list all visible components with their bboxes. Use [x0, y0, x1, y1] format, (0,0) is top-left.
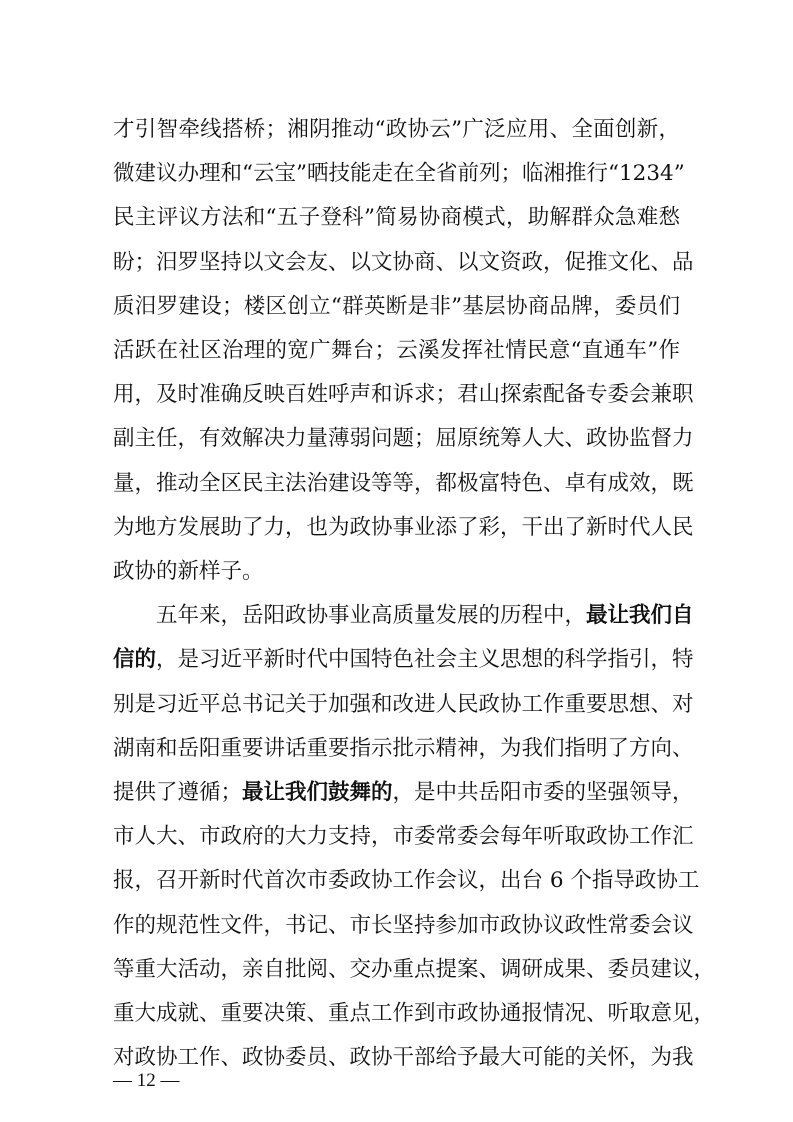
text-line: 报，召开新时代首次市委政协工作会议，出台 6 个指导政协工 — [113, 868, 700, 894]
text-line: 市人大、市政府的大力支持，市委常委会每年听取政协工作汇 — [113, 824, 694, 850]
text-line: 盼；汨罗坚持以文会友、以文协商、以文资政，促推文化、品 — [113, 249, 694, 275]
text-line: 质汨罗建设；楼区创立“群英断是非”基层协商品牌，委员们 — [113, 293, 680, 319]
emphasis-text: 信的 — [113, 647, 157, 673]
text-line: 微建议办理和“云宝”晒技能走在全省前列；临湘推行“1234” — [113, 161, 685, 187]
text-line: 用，及时准确反映百姓呼声和诉求；君山探索配备专委会兼职 — [113, 382, 694, 408]
text-line: 副主任，有效解决力量薄弱问题；屈原统筹人大、政协监督力 — [113, 426, 694, 452]
text-line: 量，推动全区民主法治建设等等，都极富特色、卓有成效，既 — [113, 470, 694, 496]
text-line: 重大成就、重要决策、重点工作到市政协通报情况、听取意见， — [113, 1001, 716, 1026]
text-line: 为地方发展助了力，也为政协事业添了彩，干出了新时代人民 — [113, 514, 694, 540]
emphasis-text: 最让我们鼓舞的 — [242, 780, 393, 805]
text-line: 作的规范性文件，书记、市长坚持参加市政协议政性常委会议 — [113, 912, 694, 938]
text-line: 活跃在社区治理的宽广舞台；云溪发挥社情民意“直通车”作 — [113, 338, 680, 363]
text-line: 别是习近平总书记关于加强和改进人民政协工作重要思想、对 — [113, 691, 694, 717]
text-line: 五年来，岳阳政协事业高质量发展的历程中，最让我们自 — [156, 603, 694, 629]
text-line: 提供了遵循；最让我们鼓舞的，是中共岳阳市委的坚强领导， — [113, 780, 694, 805]
text-line: 才引智牵线搭桥；湘阴推动“政协云”广泛应用、全面创新， — [113, 117, 680, 142]
page-number: — 12 — — [113, 1070, 180, 1091]
text-line: 信的，是习近平新时代中国特色社会主义思想的科学指引，特 — [113, 647, 694, 673]
text-line: 政协的新样子。 — [113, 559, 264, 584]
text-line: 湖南和岳阳重要讲话重要指示批示精神，为我们指明了方向、 — [113, 735, 694, 761]
text-line: 对政协工作、政协委员、政协干部给予最大可能的关怀，为我 — [113, 1045, 694, 1071]
text-line: 民主评议方法和“五子登科”简易协商模式，助解群众急难愁 — [113, 205, 680, 231]
emphasis-text: 最让我们自 — [586, 603, 694, 629]
text-line: 等重大活动，亲自批阅、交办重点提案、调研成果、委员建议， — [113, 956, 716, 982]
